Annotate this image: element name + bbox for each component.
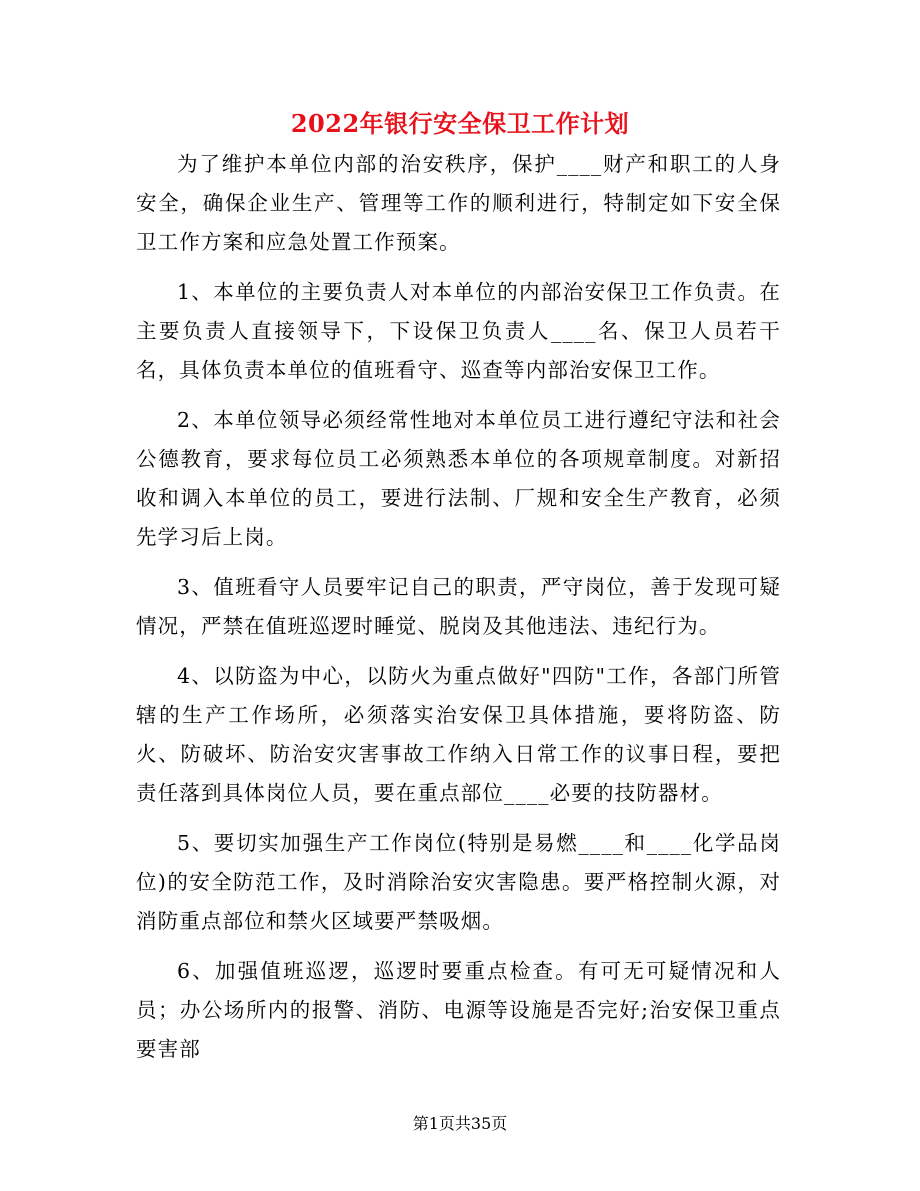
paragraph-item-2: 2、本单位领导必须经常性地对本单位员工进行遵纪守法和社会公德教育，要求每位员工必须熟悉本单位的各项规章制度。对新招收和调入本单位的员工，要进行法制、厂规和安全生产教育，必须先学习后上岗。 <box>136 408 781 549</box>
paragraph-item-5: 5、要切实加强生产工作岗位(特别是易燃____和____化学品岗位)的安全防范工作，及时消除治安灾害隐患。要严格控制火源，对消防重点部位和禁火区域要严禁吸烟。 <box>136 831 781 933</box>
paragraph-intro: 为了维护本单位内部的治安秩序，保护____财产和职工的人身安全，确保企业生产、管理等工作的顺利进行，特制定如下安全保卫工作方案和应急处置工作预案。 <box>136 152 781 254</box>
paragraph-item-1: 1、本单位的主要负责人对本单位的内部治安保卫工作负责。在主要负责人直接领导下，下设保卫负责人____名、保卫人员若干名，具体负责本单位的值班看守、巡查等内部治安保卫工作。 <box>136 280 781 382</box>
paragraph-item-6: 6、加强值班巡逻，巡逻时要重点检查。有可无可疑情况和人员；办公场所内的报警、消防、电源等设施是否完好;治安保卫重点要害部 <box>136 959 781 1061</box>
page-number: 第1页共35页 <box>412 1114 508 1133</box>
document-body <box>136 145 781 1080</box>
paragraph-item-4: 4、以防盗为中心，以防火为重点做好"四防"工作，各部门所管辖的生产工作场所，必须落实治安保卫具体措施，要将防盗、防火、防破坏、防治安灾害事故工作纳入日常工作的议事日程，要把责任落到具体岗位人员，要在重点部位____必要的技防器材。 <box>136 664 781 805</box>
paragraph-item-3: 3、值班看守人员要牢记自己的职责，严守岗位，善于发现可疑情况，严禁在值班巡逻时睡觉、脱岗及其他违法、违纪行为。 <box>136 575 781 638</box>
document-title: 2022年银行安全保卫工作计划 <box>290 109 630 138</box>
